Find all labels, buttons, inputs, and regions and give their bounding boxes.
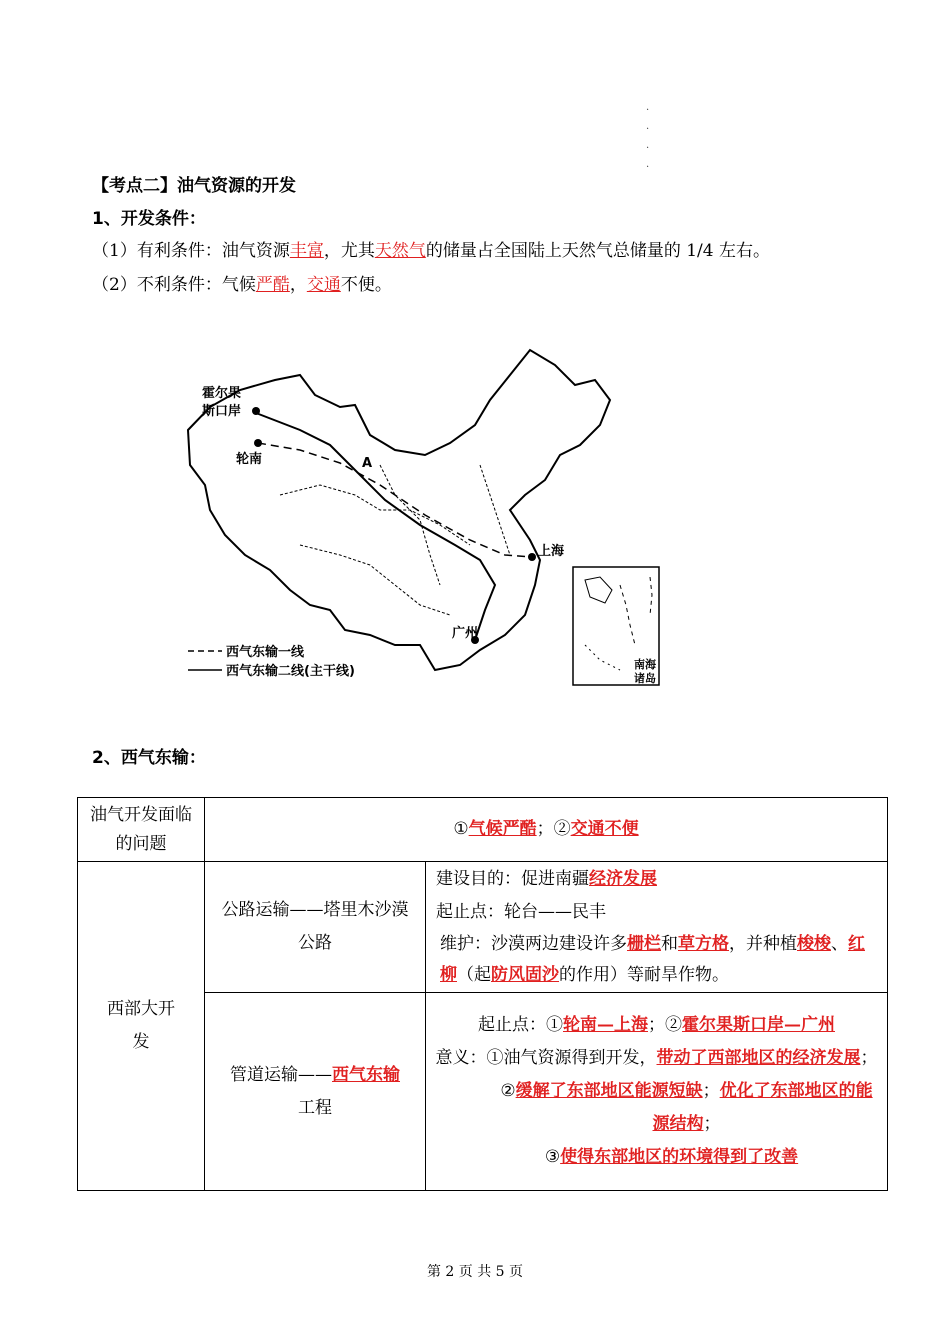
text: 和 bbox=[661, 934, 678, 954]
answer-route-1: 轮南—上海 bbox=[563, 1015, 648, 1035]
text: ； bbox=[702, 1081, 720, 1101]
answer-sig-4: 使得东部地区的环境得到了改善 bbox=[560, 1147, 799, 1167]
section-title: 【考点二】油气资源的开发 bbox=[92, 176, 296, 196]
text: 维护：沙漠两边建设许多 bbox=[440, 934, 627, 954]
text: （2）不利条件：气候 bbox=[92, 275, 256, 295]
text: 管道运输—— bbox=[230, 1064, 332, 1085]
answer-harsh: 严酷 bbox=[255, 275, 290, 295]
answer-transport: 交通 bbox=[306, 275, 341, 295]
subheading-west-east: 2、西气东输： bbox=[92, 748, 206, 768]
answer-transport: 交通不便 bbox=[570, 819, 639, 839]
road-label-text: 公路运输——塔里木沙漠公路 bbox=[221, 900, 409, 953]
answer-grass-grid: 草方格 bbox=[678, 934, 729, 954]
text: ① bbox=[453, 819, 469, 839]
road-details bbox=[426, 862, 888, 993]
pipeline-1 bbox=[258, 443, 532, 557]
text: 的储量占全国陆上天然气总储量的 1/4 左右。 bbox=[425, 241, 770, 261]
pipe-significance-1 bbox=[432, 1042, 881, 1075]
answer-tamarisk: 红柳 bbox=[440, 934, 865, 985]
inset-label-1: 南海 bbox=[634, 658, 656, 671]
text: ； bbox=[703, 1114, 721, 1134]
text: ； bbox=[860, 1048, 878, 1068]
pipe-label bbox=[205, 993, 426, 1191]
text: ；② bbox=[536, 819, 571, 839]
text: ；② bbox=[648, 1015, 682, 1035]
text: ③ bbox=[544, 1147, 561, 1167]
text: ② bbox=[500, 1081, 516, 1101]
answer-climate: 气候严酷 bbox=[468, 819, 537, 839]
label-shanghai: 上海 bbox=[538, 544, 565, 559]
shanghai-point bbox=[528, 553, 536, 561]
label-horgos-2: 斯口岸 bbox=[202, 404, 242, 419]
pipe-label-line bbox=[205, 1059, 425, 1092]
answer-west-east: 西气东输 bbox=[332, 1064, 400, 1085]
label-guangzhou: 广州 bbox=[452, 626, 479, 641]
answer-natural-gas: 天然气 bbox=[374, 241, 426, 261]
answer-rich: 丰富 bbox=[289, 241, 324, 261]
unfavorable-conditions bbox=[92, 270, 392, 295]
answer-saxaul: 梭梭 bbox=[797, 934, 831, 954]
label-a: A bbox=[362, 456, 373, 471]
r1-header bbox=[78, 798, 205, 862]
answer-sig-2: 缓解了东部地区能源短缺 bbox=[515, 1081, 703, 1101]
margin-dots: . . . . bbox=[646, 102, 650, 170]
horgos-point bbox=[252, 407, 260, 415]
text: 的作用）等耐旱作物。 bbox=[559, 965, 729, 985]
china-pipeline-map bbox=[180, 345, 670, 695]
road-endpoints: 起止点：轮台——民丰 bbox=[436, 902, 606, 922]
inset-label-2: 诸岛 bbox=[634, 672, 656, 685]
pipe-details bbox=[426, 993, 888, 1191]
road-maintenance bbox=[434, 929, 879, 991]
text: ，并种植 bbox=[729, 934, 797, 954]
r2-header bbox=[78, 862, 205, 1191]
answer-sig-1: 带动了西部地区的经济发展 bbox=[656, 1048, 861, 1068]
answer-windbreak: 防风固沙 bbox=[491, 965, 559, 985]
text: 意义：①油气资源得到开发， bbox=[435, 1048, 657, 1068]
answer-fence: 栅栏 bbox=[627, 934, 661, 954]
text: ， bbox=[289, 275, 307, 295]
pipeline-2 bbox=[256, 413, 495, 640]
favorable-conditions bbox=[92, 236, 770, 261]
r1-content bbox=[205, 798, 888, 862]
page-footer: 第 2 页 共 5 页 bbox=[426, 1264, 524, 1280]
pipe-significance-3 bbox=[432, 1141, 881, 1174]
pipe-significance-2 bbox=[432, 1075, 881, 1141]
pipe-label-suffix: 工程 bbox=[298, 1097, 332, 1118]
legend-line-1: 西气东输一线 bbox=[226, 645, 305, 660]
label-horgos-1: 霍尔果 bbox=[202, 386, 242, 401]
r1-header-text: 油气开发面临的问题 bbox=[90, 804, 192, 854]
pipe-endpoints bbox=[432, 1009, 881, 1042]
answer-route-2: 霍尔果斯口岸—广州 bbox=[682, 1015, 835, 1035]
answer-econ: 经济发展 bbox=[589, 869, 657, 889]
r2-header-text: 西部大开发 bbox=[107, 999, 175, 1052]
text: 起止点：① bbox=[478, 1015, 563, 1035]
road-purpose bbox=[434, 863, 879, 896]
text: 建设目的：促进南疆 bbox=[436, 869, 589, 889]
legend-line-2: 西气东输二线(主干线) bbox=[226, 664, 355, 679]
subheading-conditions: 1、开发条件： bbox=[92, 209, 206, 229]
lunnan-point bbox=[254, 439, 262, 447]
label-lunnan: 轮南 bbox=[236, 452, 263, 467]
text: （起 bbox=[457, 965, 491, 985]
text: 、 bbox=[831, 934, 848, 954]
answer-sig-3: 优化了东部地区的能源结构 bbox=[652, 1081, 873, 1134]
text: （1）有利条件：油气资源 bbox=[92, 241, 290, 261]
text: ，尤其 bbox=[323, 241, 375, 261]
west-east-table bbox=[77, 797, 888, 1191]
text: 不便。 bbox=[340, 275, 392, 295]
road-label bbox=[205, 862, 426, 993]
